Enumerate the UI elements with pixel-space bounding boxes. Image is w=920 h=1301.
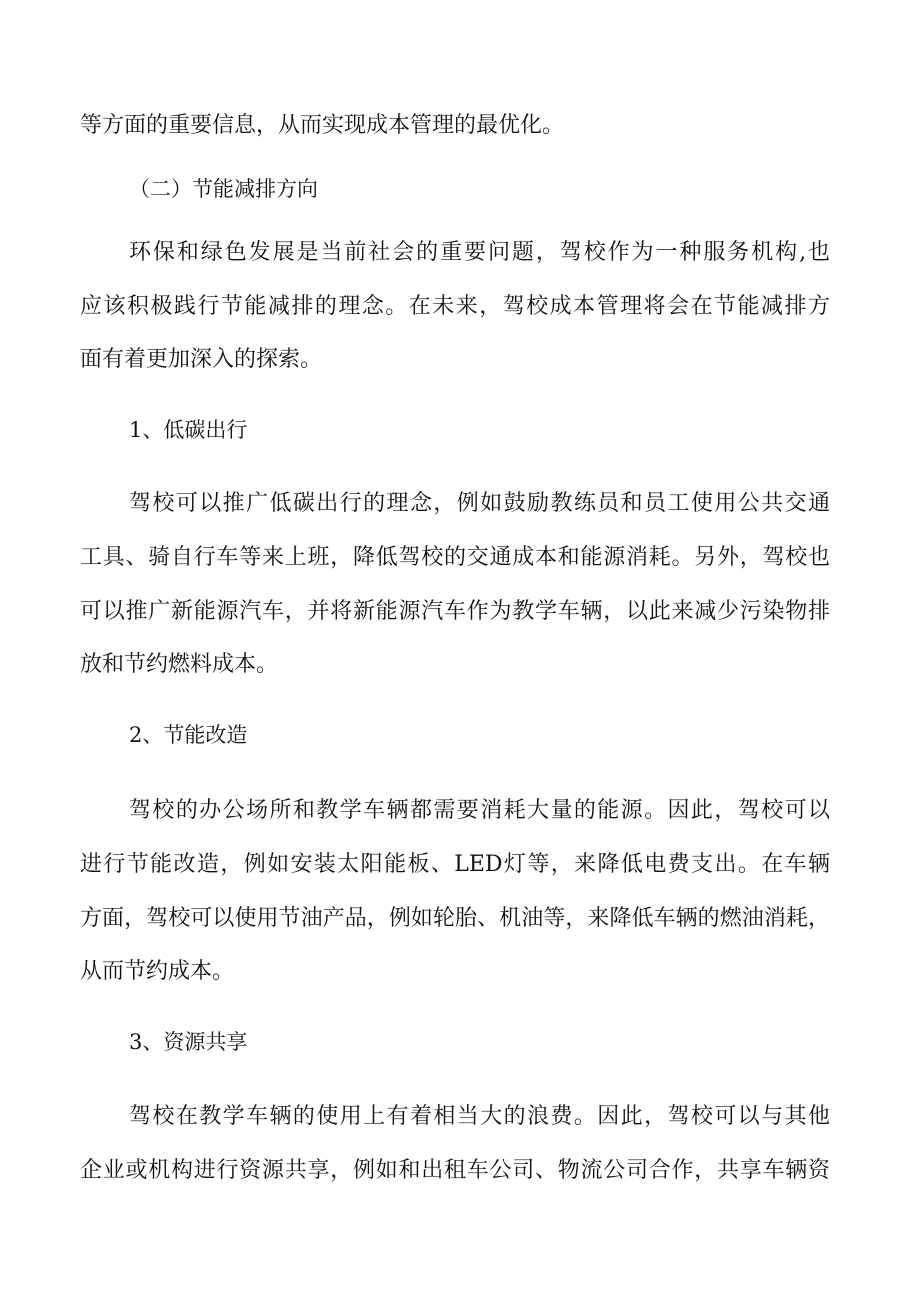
body-text-line: 驾校的办公场所和教学车辆都需要消耗大量的能源。因此，驾校可以: [129, 798, 830, 823]
body-text-line: 方面，驾校可以使用节油产品，例如轮胎、机油等，来降低车辆的燃油消耗，: [80, 906, 830, 931]
body-text-line: 企业或机构进行资源共享，例如和出租车公司、物流公司合作，共享车辆资: [80, 1158, 830, 1183]
body-text-line: 面有着更加深入的探索。: [80, 347, 323, 372]
body-text-line: 从而节约成本。: [80, 959, 235, 984]
body-text-line: 进行节能改造，例如安装太阳能板、LED灯等，来降低电费支出。在车辆: [80, 852, 830, 877]
body-text-line: 应该积极践行节能减排的理念。在未来，驾校成本管理将会在节能减排方: [80, 294, 830, 319]
body-text-line: 驾校在教学车辆的使用上有着相当大的浪费。因此，驾校可以与其他: [129, 1104, 830, 1129]
body-text-line: 等方面的重要信息，从而实现成本管理的最优化。: [80, 113, 565, 138]
subsection-heading: 1、低碳出行: [129, 418, 248, 442]
body-text-line: 可以推广新能源汽车，并将新能源汽车作为教学车辆，以此来减少污染物排: [80, 599, 830, 624]
subsection-heading: 2、节能改造: [129, 723, 248, 747]
subsection-heading: 3、资源共享: [129, 1030, 248, 1054]
body-text-line: 工具、骑自行车等来上班，降低驾校的交通成本和能源消耗。另外，驾校也: [80, 545, 830, 570]
body-text-line: 环保和绿色发展是当前社会的重要问题，驾校作为一种服务机构,也: [129, 240, 830, 265]
section-heading: （二）节能减排方向: [129, 177, 318, 201]
body-text-line: 驾校可以推广低碳出行的理念，例如鼓励教练员和员工使用公共交通: [129, 491, 830, 516]
body-text-line: 放和节约燃料成本。: [80, 652, 279, 677]
